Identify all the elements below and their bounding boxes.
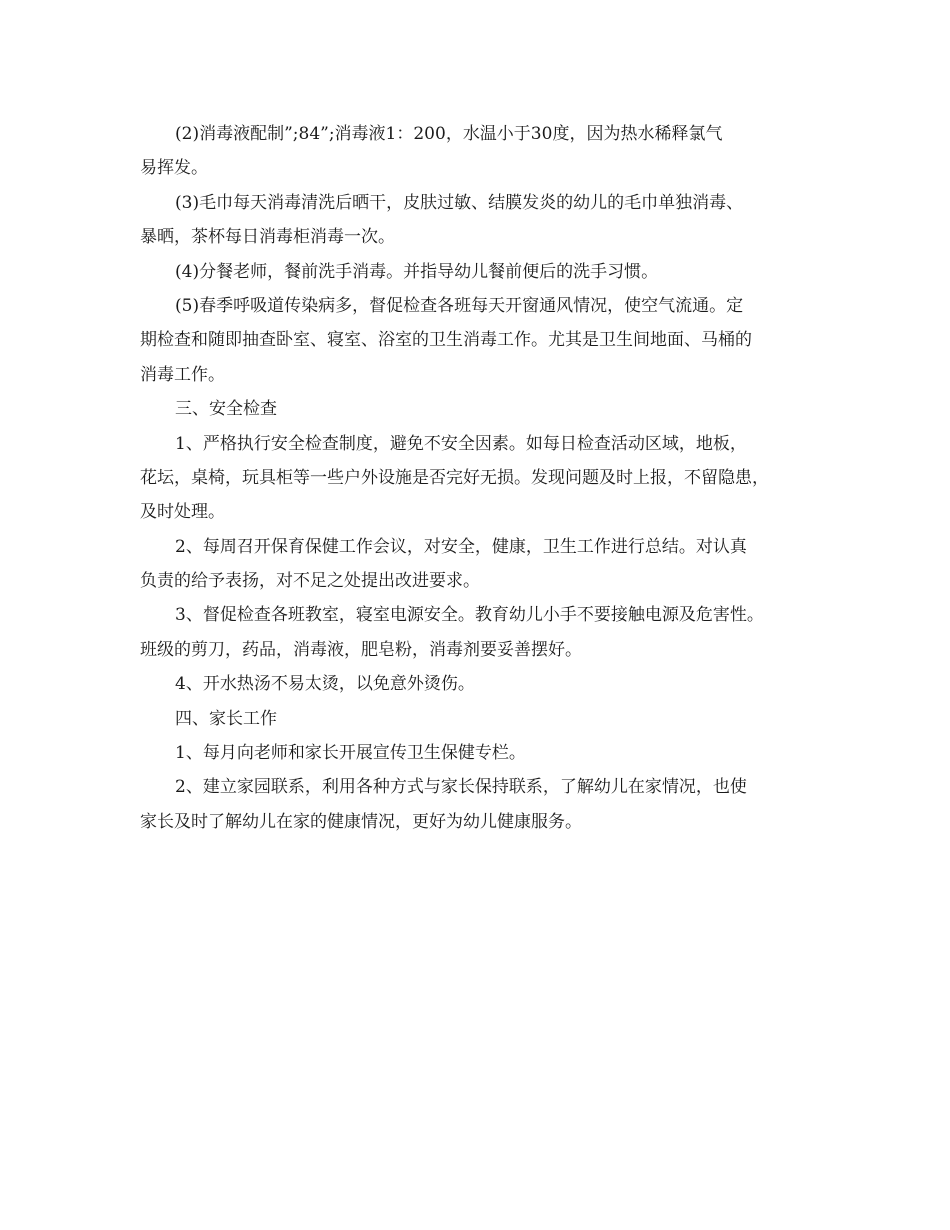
document-line: 2、建立家园联系，利用各种方式与家长保持联系，了解幼儿在家情况，也使 [175, 777, 747, 798]
document-line: 四、家长工作 [175, 708, 277, 729]
document-body [140, 117, 830, 839]
document-line: 3、督促检查各班教室，寝室电源安全。教育幼儿小手不要接触电源及危害性。 [175, 605, 764, 626]
document-line: 2、每周召开保育保健工作会议，对安全，健康，卫生工作进行总结。对认真 [175, 536, 747, 557]
document-line: 三、安全检查 [175, 399, 277, 420]
document-line: 家长及时了解幼儿在家的健康情况，更好为幼儿健康服务。 [140, 811, 582, 832]
document-line: 期检查和随即抽查卧室、寝室、浴室的卫生消毒工作。尤其是卫生间地面、马桶的 [140, 330, 752, 351]
document-line: 及时处理。 [140, 502, 225, 523]
document-line: 暴晒，茶杯每日消毒柜消毒一次。 [140, 227, 395, 248]
document-line: 花坛，桌椅，玩具柜等一些户外设施是否完好无损。发现问题及时上报，不留隐患， [140, 467, 769, 488]
document-line: 1、严格执行安全检查制度，避免不安全因素。如每日检查活动区域，地板， [175, 433, 747, 454]
document-line: (2)消毒液配制”;84”;消毒液1：200，水温小于30度，因为热水稀释氯气 [175, 124, 723, 144]
document-line: 消毒工作。 [140, 364, 225, 385]
document-line: 班级的剪刀，药品，消毒液，肥皂粉，消毒剂要妥善摆好。 [140, 639, 582, 660]
document-line: 4、开水热汤不易太烫，以免意外烫伤。 [175, 674, 475, 695]
document-line: 1、每月向老师和家长开展宣传卫生保健专栏。 [175, 743, 526, 764]
document-line: 易挥发。 [140, 158, 208, 179]
document-line: 负责的给予表扬，对不足之处提出改进要求。 [140, 571, 480, 592]
document-line: (4)分餐老师，餐前洗手消毒。并指导幼儿餐前便后的洗手习惯。 [175, 261, 659, 282]
document-line: (3)毛巾每天消毒清洗后晒干，皮肤过敏、结膜发炎的幼儿的毛巾单独消毒、 [175, 192, 744, 213]
document-line: (5)春季呼吸道传染病多，督促检查各班每天开窗通风情况，使空气流通。定 [175, 295, 744, 316]
